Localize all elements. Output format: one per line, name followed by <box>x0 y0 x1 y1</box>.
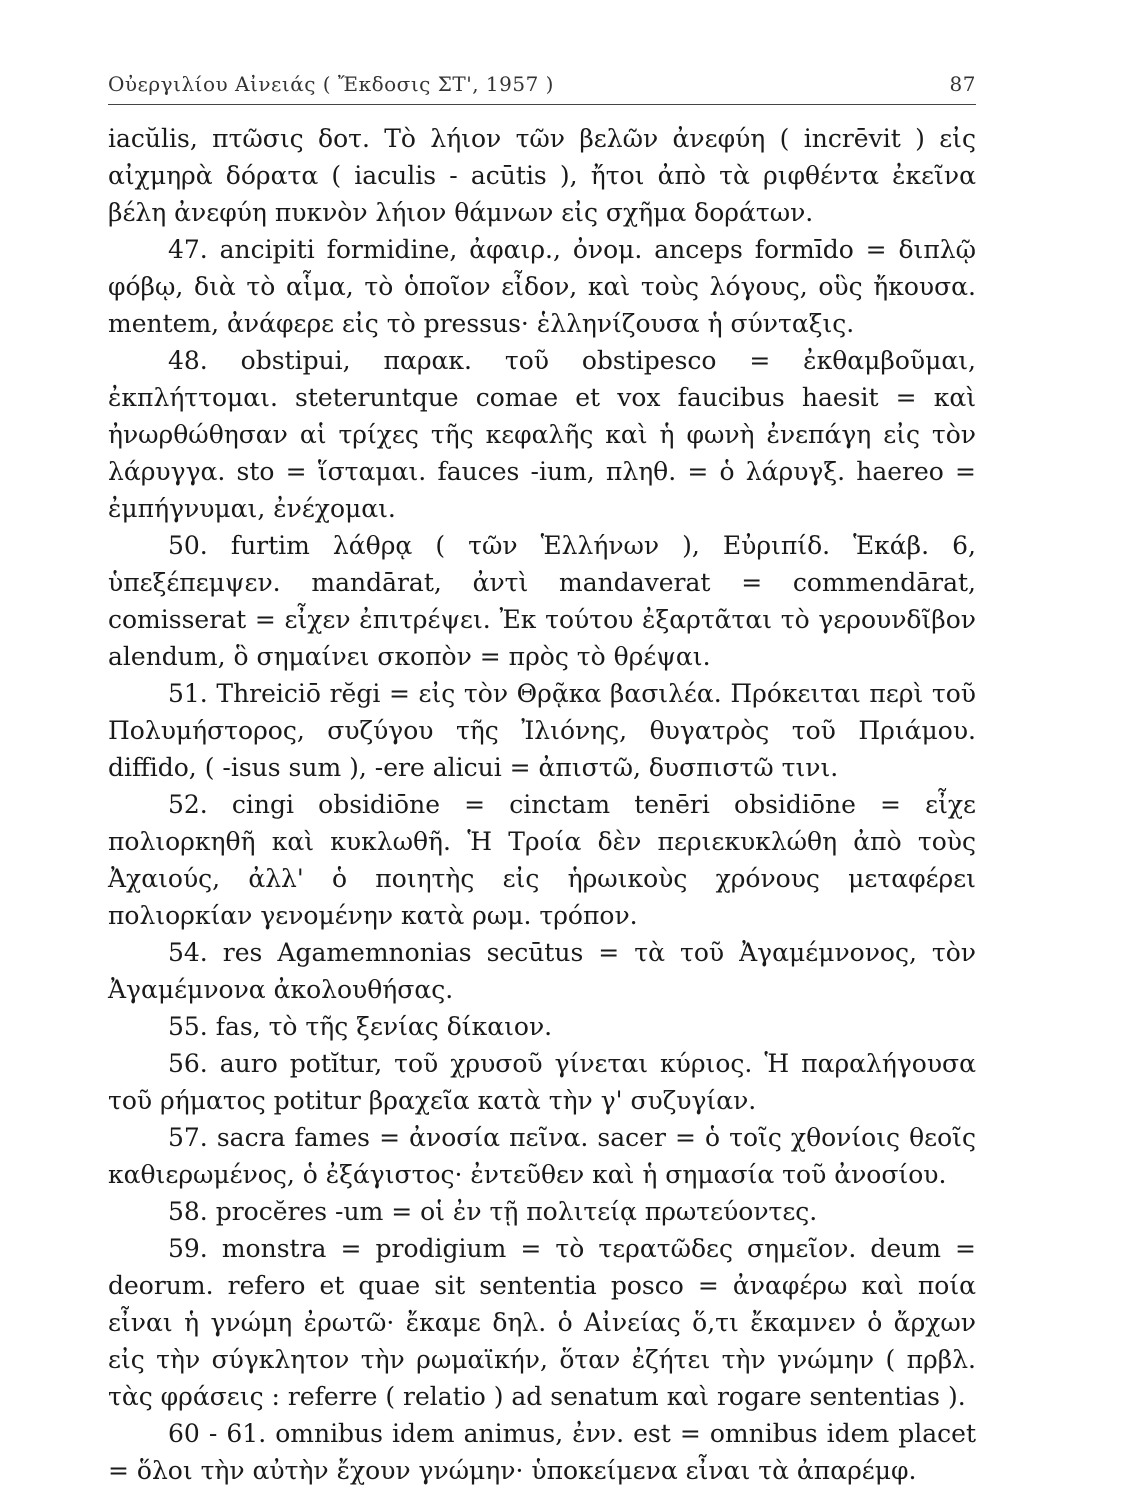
note-52: 52. cingi obsidiōne = cinctam tenēri obsidiōne = εἶχε πολιορκηθῆ καὶ κυκλωθῆ. Ἡ Τροία δὲν περιεκυκλώθη ἀπὸ τοὺς Ἀχαιούς, ἀλλ' ὁ ποιητὴς εἰς ἡρωικοὺς χρόνους μεταφέρει πολιορκίαν γενομένην κατὰ ρωμ. τρόπον. <box>108 790 976 930</box>
note-50: 50. furtim λάθρᾳ ( τῶν Ἑλλήνων ), Εὐριπίδ. Ἑκάβ. 6, ὑπεξέπεμψεν. mandārat, ἀντὶ mandaverat = commendārat, comisserat = εἶχεν ἐπιτρέψει. Ἐκ τούτου ἐξαρτᾶται τὸ γερουνδῖβον alendum, ὃ σημαίνει σκοπὸν = πρὸς τὸ θρέψαι. <box>108 531 976 671</box>
running-title: Οὐεργιλίου Αἰνειάς ( Ἔκδοσις ΣΤ', 1957 ) <box>108 72 554 96</box>
note-58: 58. procĕres -um = οἱ ἐν τῇ πολιτείᾳ πρωτεύοντες. <box>168 1197 818 1226</box>
note-54: 54. res Agamemnonias secūtus = τὰ τοῦ Ἀγαμέμνονος, τὸν Ἀγαμέμνονα ἀκολουθήσας. <box>108 938 976 1004</box>
note-57: 57. sacra fames = ἀνοσία πεῖνα. sacer = ὁ τοῖς χθονίοις θεοῖς καθιερωμένος, ὁ ἐξάγιστος· ἐντεῦθεν καὶ ἡ σημασία τοῦ ἀνοσίου. <box>108 1123 976 1189</box>
note-48: 48. obstipui, παρακ. τοῦ obstipesco = ἐκθαμβοῦμαι, ἐκπλήττομαι. steteruntque comae et vox faucibus haesit = καὶ ἠνωρθώθησαν αἱ τρίχες τῆς κεφαλῆς καὶ ἡ φωνὴ ἐνεπάγη εἰς τὸν λάρυγγα. sto = ἵσταμαι. fauces -ium, πληθ. = ὁ λάρυγξ. haereo = ἐμπήγνυμαι, ἐνέχομαι. <box>108 346 976 523</box>
commentary-body <box>108 120 976 1489</box>
note-59: 59. monstra = prodigium = τὸ τερατῶδες σημεῖον. deum = deorum. refero et quae sit sententia posco = ἀναφέρω καὶ ποία εἶναι ἡ γνώμη ἐρωτῶ· ἔκαμε δηλ. ὁ Αἰνείας ὅ,τι ἔκαμνεν ὁ ἄρχων εἰς τὴν σύγκλητον τὴν ρωμαϊκήν, ὅταν ἐζήτει τὴν γνώμην ( πρβλ. τὰς φράσεις : referre ( relatio ) ad senatum καὶ rogare sententias ). <box>108 1234 976 1411</box>
note-55: 55. fas, τὸ τῆς ξενίας δίκαιον. <box>168 1012 553 1041</box>
page-number: 87 <box>949 72 976 96</box>
note-51: 51. Threiciō rĕgi = εἰς τὸν Θρᾷκα βασιλέα. Πρόκειται περὶ τοῦ Πολυμήστορος, συζύγου τῆς Ἰλιόνης, θυγατρὸς τοῦ Πριάμου. diffido, ( -isus sum ), -ere alicui = ἀπιστῶ, δυσπιστῶ τινι. <box>108 679 976 782</box>
paragraph-continuation: iacŭlis, πτῶσις δοτ. Τὸ λήιον τῶν βελῶν ἀνεφύη ( incrēvit ) εἰς αἰχμηρὰ δόρατα ( iaculis - acūtis ), ἤτοι ἀπὸ τὰ ριφθέντα ἐκεῖνα βέλη ἀνεφύη πυκνὸν λήιον θάμνων εἰς σχῆμα δοράτων. <box>108 124 976 227</box>
note-60-61: 60 - 61. omnibus idem animus, ἐνν. est = omnibus idem placet = ὅλοι τὴν αὐτὴν ἔχουν γνώμην· ὑποκείμενα εἶναι τὰ ἀπαρέμφ. <box>108 1419 976 1485</box>
note-47: 47. ancipiti formidine, ἀφαιρ., ὀνομ. anceps formīdo = διπλῷ φόβῳ, διὰ τὸ αἷμα, τὸ ὁποῖον εἶδον, καὶ τοὺς λόγους, οὓς ἤκουσα. mentem, ἀνάφερε εἰς τὸ pressus· ἑλληνίζουσα ἡ σύνταξις. <box>108 235 976 338</box>
running-header <box>108 72 976 96</box>
note-56: 56. auro potĭtur, τοῦ χρυσοῦ γίνεται κύριος. Ἡ παραλήγουσα τοῦ ρήματος potitur βραχεῖα κατὰ τὴν γ' συζυγίαν. <box>108 1049 976 1115</box>
header-rule <box>108 104 976 105</box>
